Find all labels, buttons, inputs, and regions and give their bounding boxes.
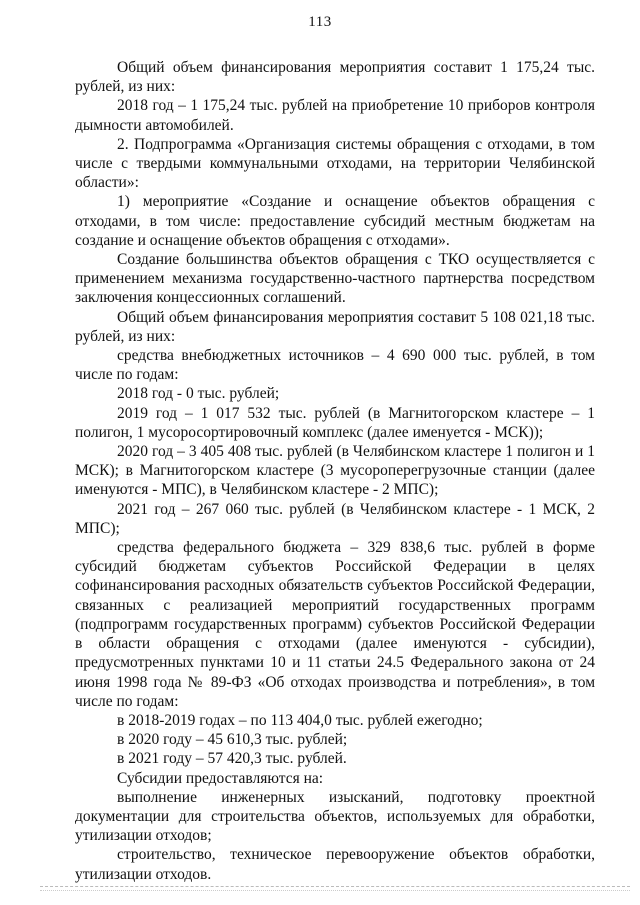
document-body xyxy=(75,58,595,884)
paragraph: в 2021 году – 57 420,3 тыс. рублей. xyxy=(117,750,347,768)
paragraph: 2018 год – 1 175,24 тыс. рублей на приобретение 10 приборов контроля дымности автомобилей. xyxy=(75,97,595,134)
paragraph: 2021 год – 267 060 тыс. рублей (в Челябинском кластере - 1 МСК, 2 МПС); xyxy=(75,500,595,537)
paragraph: в 2018-2019 годах – по 113 404,0 тыс. рублей ежегодно; xyxy=(117,711,483,729)
paragraph: 2020 год – 3 405 408 тыс. рублей (в Челябинском кластере 1 полигон и 1 МСК); в Магнитогорском кластере (3 мусороперегрузочные станции (далее именуются - МПС), в Челябинском кластере - 2 МПС); xyxy=(75,443,595,499)
paragraph: 2019 год – 1 017 532 тыс. рублей (в Магнитогорском кластере – 1 полигон, 1 мусоросортировочный комплекс (далее именуется - МСК)); xyxy=(75,404,595,441)
paragraph: выполнение инженерных изысканий, подготовку проектной документации для строительства объектов, используемых для обработки, утилизации отходов; xyxy=(75,788,595,845)
paragraph: Общий объем финансирования мероприятия составит 1 175,24 тыс. рублей, из них: xyxy=(75,59,595,96)
page-number: 113 xyxy=(308,14,332,30)
paragraph: средства федерального бюджета – 329 838,6 тыс. рублей в форме субсидий бюджетам субъектов Российской Федерации в целях софинансирования расходных обязательств субъектов Российской Федерации, связанных с реализацией мероприятий государственных программ (подпрограмм государственных программ) субъектов Российской Федерации в области обращения с отходами (далее именуются - субсидии), предусмотренных пунктами 10 и 11 статьи 24.5 Федерального закона от 24 июня 1998 года № 89-ФЗ «Об отходах производства и потребления», в том числе по годам: xyxy=(75,539,595,710)
paragraph: строительство, техническое перевооружение объектов обработки, утилизации отходов. xyxy=(75,846,595,883)
paragraph: 2. Подпрограмма «Организация системы обращения с отходами, в том числе с твердыми коммунальными отходами, на территории Челябинской области»: xyxy=(75,135,595,192)
paragraph: Субсидии предоставляются на: xyxy=(117,769,324,787)
paragraph: средства внебюджетных источников – 4 690 000 тыс. рублей, в том числе по годам: xyxy=(75,347,595,384)
paragraph: 1) мероприятие «Создание и оснащение объектов обращения с отходами, в том числе: предоставление субсидий местным бюджетам на создание и оснащение объектов обращения с отходами». xyxy=(75,193,595,249)
scan-edge-line xyxy=(40,890,630,891)
paragraph: в 2020 году – 45 610,3 тыс. рублей; xyxy=(117,731,348,749)
paragraph: Общий объем финансирования мероприятия составит 5 108 021,18 тыс. рублей, из них: xyxy=(75,308,595,345)
paragraph: 2018 год - 0 тыс. рублей; xyxy=(117,385,280,403)
paragraph: Создание большинства объектов обращения с ТКО осуществляется с применением механизма государственно-частного партнерства посредством заключения концессионных соглашений. xyxy=(75,251,595,307)
scan-edge-line xyxy=(40,886,630,887)
